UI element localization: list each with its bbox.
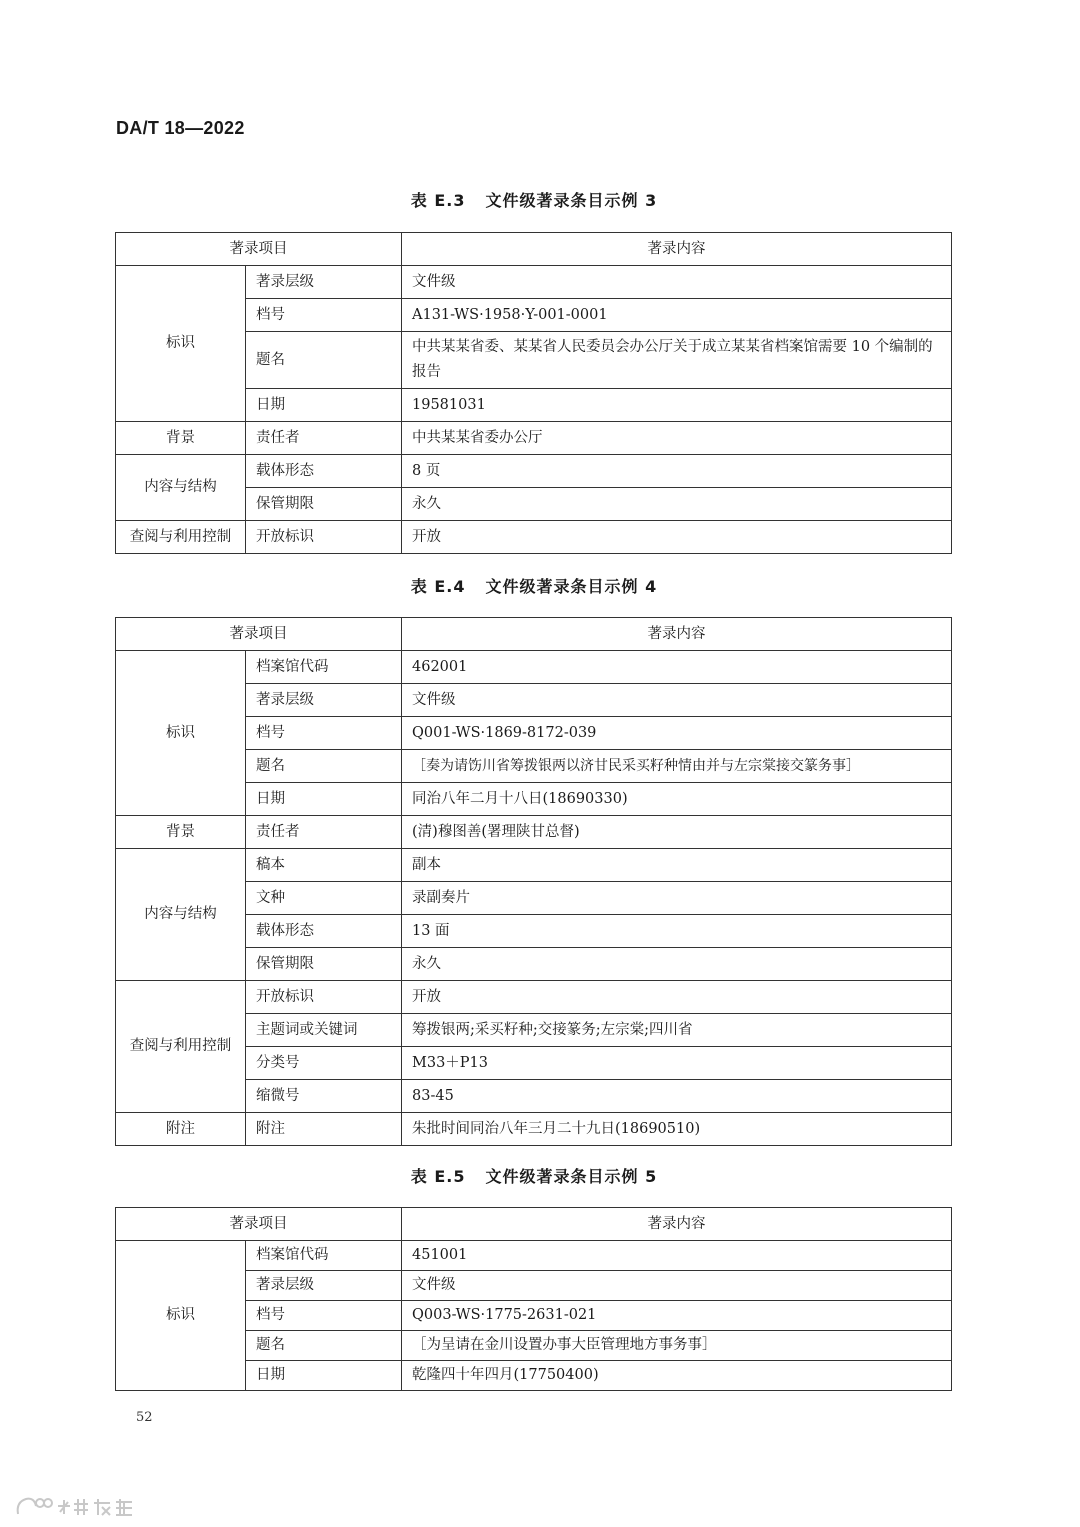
item-value: 462001 bbox=[402, 651, 952, 684]
item-name: 稿本 bbox=[246, 849, 402, 882]
item-name: 载体形态 bbox=[246, 455, 402, 488]
group-label: 查阅与利用控制 bbox=[116, 521, 246, 554]
group-label: 附注 bbox=[116, 1113, 246, 1146]
item-name: 保管期限 bbox=[246, 948, 402, 981]
item-name: 题名 bbox=[246, 332, 402, 389]
item-name: 著录层级 bbox=[246, 266, 402, 299]
item-value: 开放 bbox=[402, 981, 952, 1014]
item-name: 档号 bbox=[246, 1301, 402, 1331]
item-name: 责任者 bbox=[246, 816, 402, 849]
item-value: 8 页 bbox=[402, 455, 952, 488]
item-value: 13 面 bbox=[402, 915, 952, 948]
item-name: 著录层级 bbox=[246, 684, 402, 717]
item-name: 主题词或关键词 bbox=[246, 1014, 402, 1047]
item-value: 永久 bbox=[402, 948, 952, 981]
group-label: 背景 bbox=[116, 816, 246, 849]
item-value: 中共某某省委办公厅 bbox=[402, 422, 952, 455]
item-value: 永久 bbox=[402, 488, 952, 521]
header-content: 著录内容 bbox=[402, 618, 952, 651]
item-name: 附注 bbox=[246, 1113, 402, 1146]
item-name: 文种 bbox=[246, 882, 402, 915]
item-value: 开放 bbox=[402, 521, 952, 554]
item-value: Q003-WS·1775-2631-021 bbox=[402, 1301, 952, 1331]
item-name: 档号 bbox=[246, 299, 402, 332]
item-name: 分类号 bbox=[246, 1047, 402, 1080]
table-e5 bbox=[115, 1207, 952, 1391]
item-value: 文件级 bbox=[402, 1271, 952, 1301]
item-value: 筹拨银两;采买籽种;交接篆务;左宗棠;四川省 bbox=[402, 1014, 952, 1047]
header-item: 著录项目 bbox=[116, 618, 402, 651]
item-value: 同治八年二月十八日(18690330) bbox=[402, 783, 952, 816]
item-name: 保管期限 bbox=[246, 488, 402, 521]
group-label: 标识 bbox=[116, 266, 246, 422]
item-name: 日期 bbox=[246, 783, 402, 816]
item-name: 缩微号 bbox=[246, 1080, 402, 1113]
item-value: 文件级 bbox=[402, 266, 952, 299]
table-number: 表 E.4 bbox=[410, 577, 466, 596]
item-value: ［奏为请饬川省筹拨银两以济甘民采买籽种情由并与左宗棠接交篆务事］ bbox=[402, 750, 952, 783]
table-caption: 文件级著录条目示例 5 bbox=[485, 1167, 658, 1186]
table-number: 表 E.5 bbox=[410, 1167, 466, 1186]
item-name: 档号 bbox=[246, 717, 402, 750]
table-caption: 文件级著录条目示例 3 bbox=[485, 191, 658, 210]
table-number: 表 E.3 bbox=[410, 191, 466, 210]
item-value: 451001 bbox=[402, 1241, 952, 1271]
group-label: 查阅与利用控制 bbox=[116, 981, 246, 1113]
item-value: 83-45 bbox=[402, 1080, 952, 1113]
item-value: A131-WS·1958·Y-001-0001 bbox=[402, 299, 952, 332]
table-caption: 文件级著录条目示例 4 bbox=[485, 577, 658, 596]
item-name: 题名 bbox=[246, 750, 402, 783]
item-name: 著录层级 bbox=[246, 1271, 402, 1301]
header-content: 著录内容 bbox=[402, 1208, 952, 1241]
item-value: (清)穆图善(署理陕甘总督) bbox=[402, 816, 952, 849]
header-item: 著录项目 bbox=[116, 1208, 402, 1241]
item-name: 题名 bbox=[246, 1331, 402, 1361]
item-name: 档案馆代码 bbox=[246, 1241, 402, 1271]
group-label: 内容与结构 bbox=[116, 849, 246, 981]
item-value: 乾隆四十年四月(17750400) bbox=[402, 1361, 952, 1391]
item-value: 朱批时间同治八年三月二十九日(18690510) bbox=[402, 1113, 952, 1146]
item-name: 责任者 bbox=[246, 422, 402, 455]
standard-code: DA/T 18—2022 bbox=[116, 118, 245, 138]
item-name: 开放标识 bbox=[246, 521, 402, 554]
item-name: 开放标识 bbox=[246, 981, 402, 1014]
header-content: 著录内容 bbox=[402, 233, 952, 266]
item-name: 档案馆代码 bbox=[246, 651, 402, 684]
item-value: M33＋P13 bbox=[402, 1047, 952, 1080]
table-e5-title bbox=[116, 1164, 952, 1187]
item-value: 中共某某省委、某某省人民委员会办公厅关于成立某某省档案馆需要 10 个编制的报告 bbox=[402, 332, 952, 389]
page-number: 52 bbox=[136, 1410, 153, 1425]
table-e4-title bbox=[116, 574, 952, 597]
item-name: 日期 bbox=[246, 1361, 402, 1391]
item-value: Q001-WS·1869-8172-039 bbox=[402, 717, 952, 750]
item-name: 日期 bbox=[246, 389, 402, 422]
table-e4 bbox=[115, 617, 952, 1146]
item-value: 19581031 bbox=[402, 389, 952, 422]
header-item: 著录项目 bbox=[116, 233, 402, 266]
item-value: ［为呈请在金川设置办事大臣管理地方事务事］ bbox=[402, 1331, 952, 1361]
item-name: 载体形态 bbox=[246, 915, 402, 948]
table-e3 bbox=[115, 232, 952, 554]
group-label: 背景 bbox=[116, 422, 246, 455]
item-value: 文件级 bbox=[402, 684, 952, 717]
table-e3-title bbox=[116, 188, 952, 211]
group-label: 标识 bbox=[116, 651, 246, 816]
item-value: 副本 bbox=[402, 849, 952, 882]
watermark-logo-icon bbox=[14, 1494, 144, 1520]
group-label: 标识 bbox=[116, 1241, 246, 1391]
item-value: 录副奏片 bbox=[402, 882, 952, 915]
group-label: 内容与结构 bbox=[116, 455, 246, 521]
